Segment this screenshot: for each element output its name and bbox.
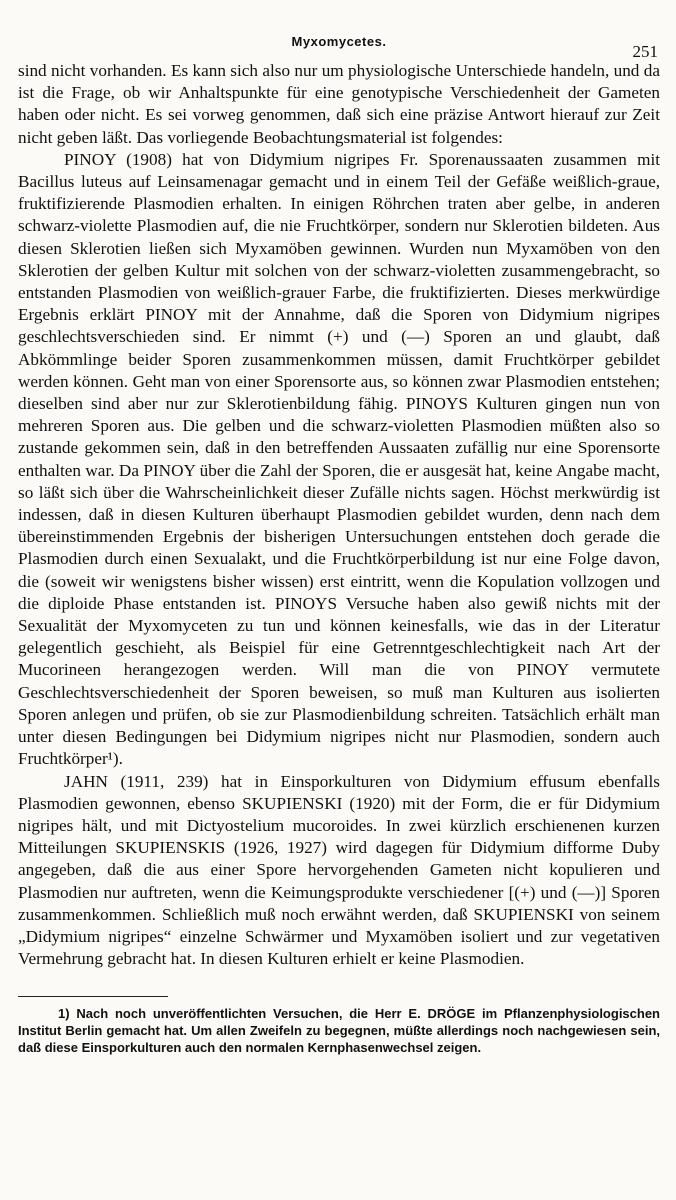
paragraph-continued: sind nicht vorhanden. Es kann sich also nur um physiologische Unterschiede handeln, und da ist die Frage, ob wir Anhaltspunkte für eine genotypische Verschiedenheit der Gameten haben oder nicht. Es sei vorweg genommen, daß sich eine präzise Antwort hierauf zur Zeit nicht geben läßt. Das vorliegende Beobachtungsmaterial ist folgendes: <box>18 61 660 147</box>
paragraph-pinoy: PINOY (1908) hat von Didymium nigripes Fr. Sporenaussaaten zusammen mit Bacillus luteus auf Leinsamenagar gemacht und in einem Teil der Gefäße weißlich-graue, fruktifizierende Plasmodien erhalten. In einigen Röhrchen traten aber gelbe, in anderen schwarz-violette Plasmodien auf, die nie Fruchtkörper, sondern nur Sklerotien bildeten. Aus diesen Sklerotien ließen sich Myxamöben gewinnen. Wurden nun Myxamöben von den Sklerotien der gelben Kultur mit solchen von der schwarz-violetten zusammengebracht, so entstanden Plasmodien von weißlich-grauer Farbe, die fruktifizierten. Dieses merkwürdige Ergebnis erklärt PINOY mit der Annahme, daß die Sporen von Didymium nigripes geschlechtsverschieden sind. Er nimmt (+) und (—) Sporen an und glaubt, daß Abkömmlinge beider Sporen zusammenkommen müssen, damit Fruchtkörper gebildet werden können. Geht man von einer Sporensorte aus, so können zwar Plasmodien entstehen; dieselben sind aber nur zur Sklerotienbildung fähig. PINOYS Kulturen gingen nun von mehreren Sporen aus. Die gelben und die schwarz-violetten Plasmodien müßten also so zustande gekommen sein, daß in den betreffenden Aussaaten zufällig nur eine Sporensorte enthalten war. Da PINOY über die Zahl der Sporen, die er ausgesät hat, keine Angabe macht, so läßt sich über die Wahrscheinlichkeit dieser Zufälle nichts sagen. Höchst merkwürdig ist indessen, daß in diesen Kulturen überhaupt Plasmodien gebildet wurden, denn nach dem übereinstimmenden Ergebnis der bisherigen Untersuchungen entstehen doch gerade die Plasmodien durch einen Sexualakt, und die Fruchtkörperbildung ist nur eine Folge davon, die (soweit wir wenigstens bisher wissen) erst eintritt, wenn die Kopulation vollzogen und die diploide Phase entstanden ist. PINOYS Versuche haben also gewiß nichts mit der Sexualität der Myxomyceten zu tun und können keinesfalls, wie das in der Literatur gelegentlich geschieht, als Beispiel für eine Getrenntgeschlechtigkeit nach Art der Mucorineen herangezogen werden. Will man die von PINOY vermutete Geschlechtsverschiedenheit der Sporen beweisen, so muß man Kulturen aus isolierten Sporen anlegen und prüfen, ob sie zur Plasmodienbildung schreiten. Tatsächlich erhält man unter diesen Bedingungen bei Didymium nigripes nicht nur Plasmodien, sondern auch Fruchtkörper¹). <box>18 149 660 769</box>
footnote: 1) Nach noch unveröffentlichten Versuchen, die Herr E. DRÖGE im Pflanzenphysiologischen Institut Berlin gemacht hat. Um allen Zweifeln zu begegnen, müßte allerdings noch nachgewiesen sein, daß diese Einsporkulturen auch den normalen Kernphasenwechsel zeigen. <box>18 1006 660 1056</box>
page-header <box>18 26 660 60</box>
page-number: 251 <box>632 42 658 61</box>
running-title: Myxomycetes. <box>291 34 387 49</box>
body-text <box>18 60 660 970</box>
paragraph-jahn: JAHN (1911, 239) hat in Einsporkulturen von Didymium effusum ebenfalls Plasmodien gewonnen, ebenso SKUPIENSKI (1920) mit der Form, die er für Didymium nigripes hält, und mit Dictyostelium mucoroides. In zwei kürzlich erschienenen kurzen Mitteilungen SKUPIENSKIS (1926, 1927) wird dagegen für Didymium difforme Duby angegeben, daß die aus einer Spore hervorgehenden Gameten nicht kopulieren und Plasmodien nur auftreten, wenn die Keimungsprodukte verschiedener [(+) und (—)] Sporen zusammenkommen. Schließlich muß noch erwähnt werden, daß SKUPIENSKI von seinem „Didymium nigripes“ einzelne Schwärmer und Myxamöben isoliert und zur vegetativen Vermehrung gebracht hat. In diesen Kulturen erhielt er keine Plasmodien. <box>18 771 660 969</box>
footnote-divider <box>18 996 168 997</box>
